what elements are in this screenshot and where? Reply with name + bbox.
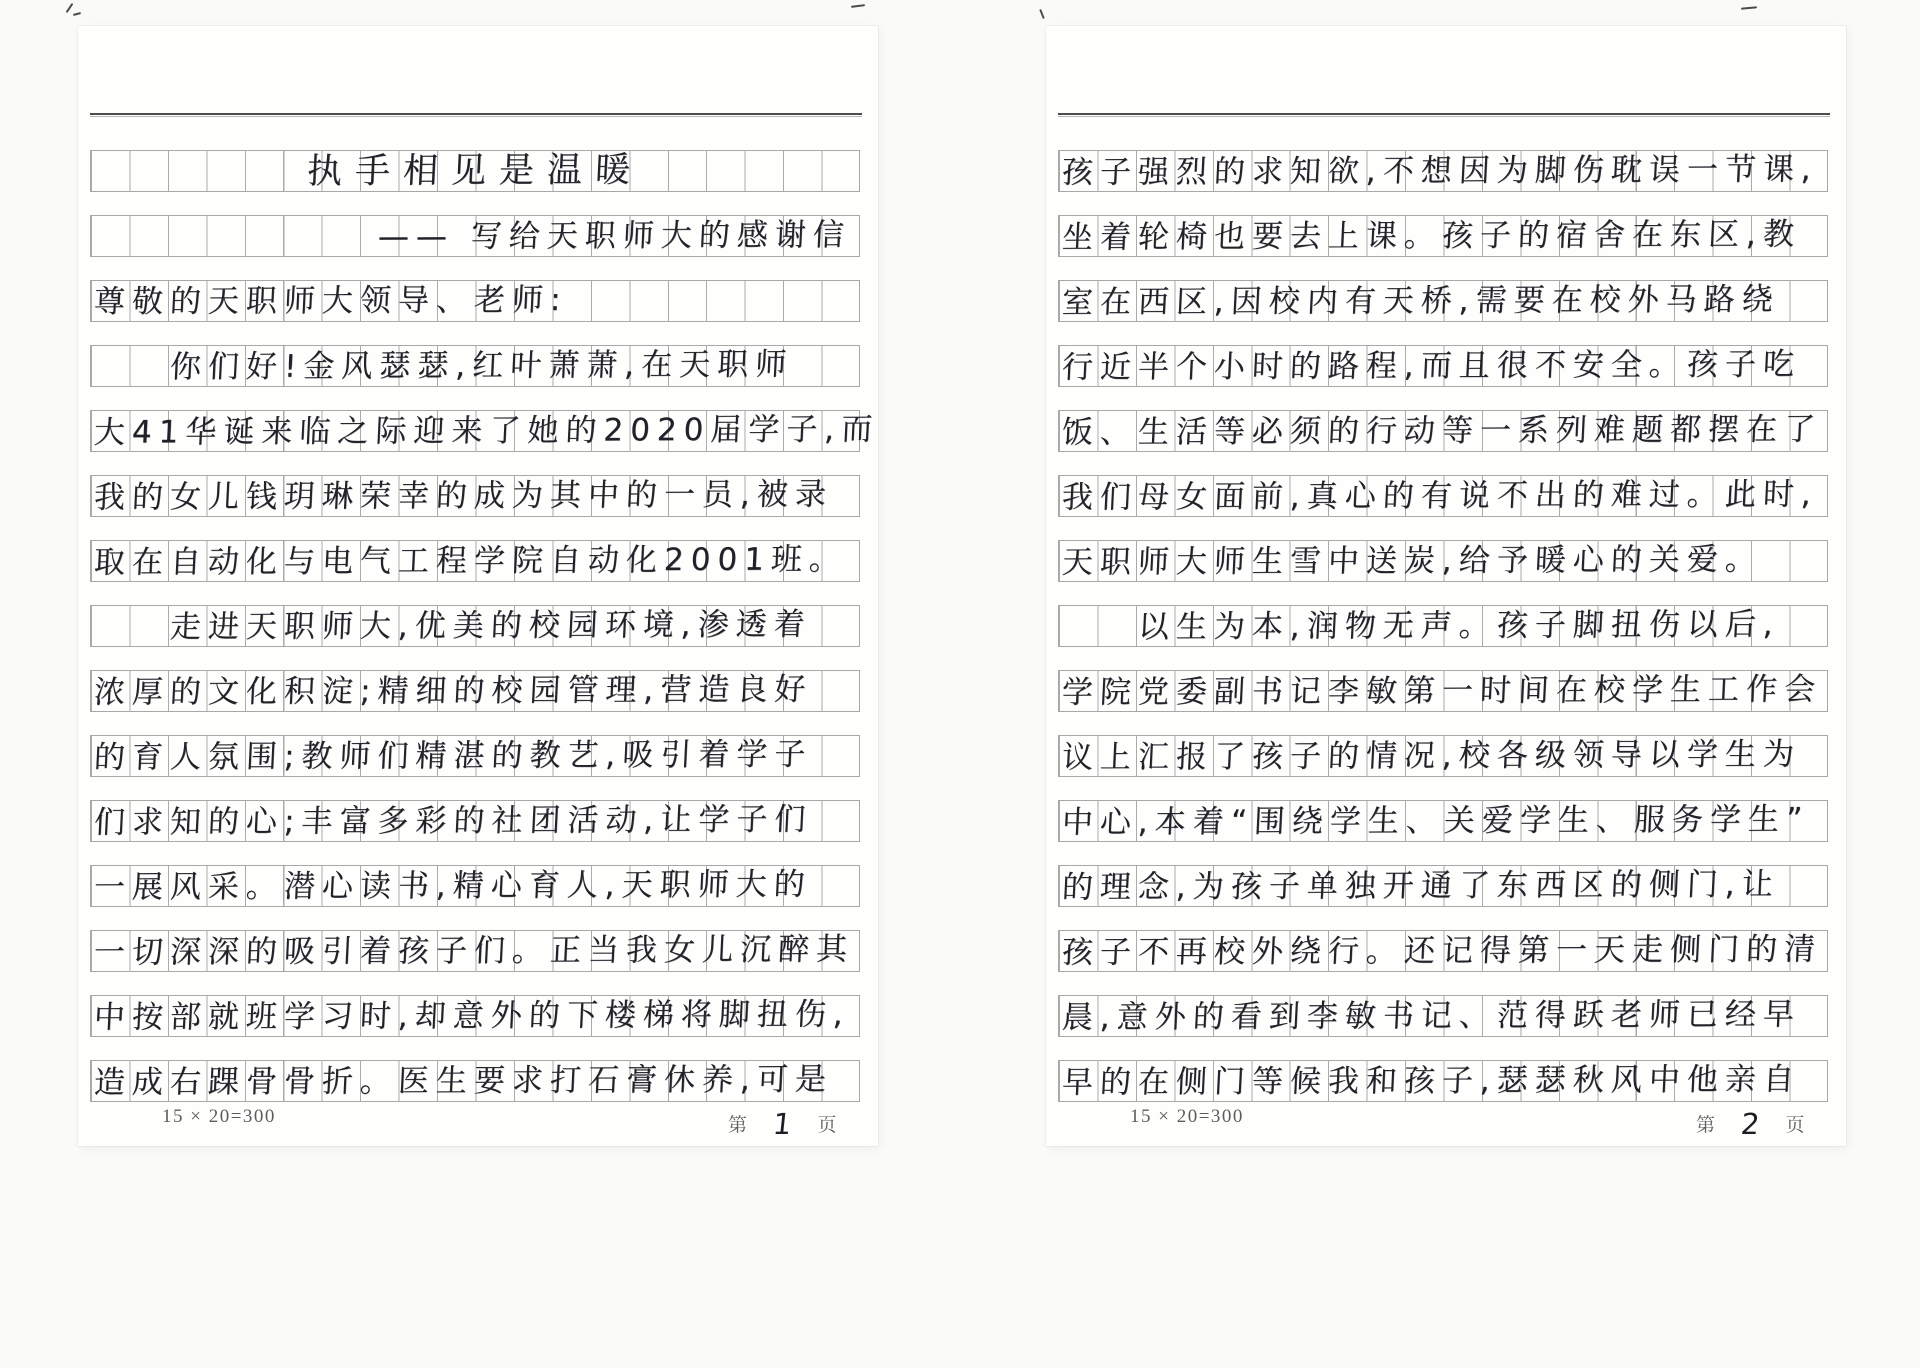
manuscript-row: 你们好!金风瑟瑟,红叶萧萧,在天职师: [90, 345, 860, 387]
letter-subtitle: —— 写给天职师大的感谢信: [377, 216, 852, 256]
page-number-value: 1: [771, 1107, 794, 1141]
manuscript-row: 学院党委副书记李敏第一时间在校学生工作会: [1058, 670, 1828, 712]
letter-title: 执手相见是温暖: [305, 150, 644, 192]
manuscript-row: 坐着轮椅也要去上课。孩子的宿舍在东区,教: [1058, 215, 1828, 257]
page-word-post: 页: [817, 1115, 837, 1136]
manuscript-row: 尊敬的天职师大领导、老师:: [90, 280, 860, 322]
grid-size-label: 15 × 20=300: [162, 1106, 276, 1127]
manuscript-row: 室在西区,因校内有天桥,需要在校外马路绕: [1058, 280, 1828, 322]
page-word-post: 页: [1785, 1115, 1805, 1136]
manuscript-row: 走进天职师大,优美的校园环境,渗透着: [90, 605, 860, 647]
manuscript-row: 行近半个小时的路程,而且很不安全。孩子吃: [1058, 345, 1828, 387]
letter-title-row: [90, 150, 860, 192]
manuscript-row: 议上汇报了孩子的情况,校各级领导以学生为: [1058, 735, 1828, 777]
page-1: [78, 26, 881, 1146]
manuscript-row: 饭、生活等必须的行动等一系列难题都摆在了: [1058, 410, 1828, 452]
letter-subtitle-row: [90, 215, 860, 257]
manuscript-row: 中按部就班学习时,却意外的下楼梯将脚扭伤,: [90, 995, 860, 1037]
page-number: [728, 1104, 837, 1141]
manuscript-row: 天职师大师生雪中送炭,给予暖心的关爱。: [1058, 540, 1828, 582]
manuscript-row: 晨,意外的看到李敏书记、范得跃老师已经早: [1058, 995, 1828, 1037]
scan-artifact-mark: [851, 4, 865, 8]
manuscript-row: 的理念,为孩子单独开通了东西区的侧门,让: [1058, 865, 1828, 907]
header-rule: [1058, 113, 1830, 117]
page-number-value: 2: [1739, 1107, 1762, 1141]
scan-artifact-mark: [1039, 9, 1045, 19]
page-2: [1046, 26, 1846, 1146]
manuscript-row: 早的在侧门等候我和孩子,瑟瑟秋风中他亲自: [1058, 1060, 1828, 1102]
page-word-pre: 第: [1696, 1115, 1716, 1136]
page-footer: [1058, 1102, 1828, 1141]
manuscript-row: 大41华诞来临之际迎来了她的2020届学子,而: [90, 410, 860, 452]
manuscript-row: 我的女儿钱玥琳荣幸的成为其中的一员,被录: [90, 475, 860, 517]
manuscript-row: 以生为本,润物无声。孩子脚扭伤以后,: [1058, 605, 1828, 647]
manuscript-row: 中心,本着“围绕学生、关爱学生、服务学生”: [1058, 800, 1828, 842]
manuscript-row: 的育人氛围;教师们精湛的教艺,吸引着学子: [90, 735, 860, 777]
manuscript-row: 取在自动化与电气工程学院自动化2001班。: [90, 540, 860, 582]
manuscript-row: 一切深深的吸引着孩子们。正当我女儿沉醉其: [90, 930, 860, 972]
manuscript-row: 孩子强烈的求知欲,不想因为脚伤耽误一节课,: [1058, 150, 1828, 192]
manuscript-row: 我们母女面前,真心的有说不出的难过。此时,: [1058, 475, 1828, 517]
page-word-pre: 第: [728, 1115, 748, 1136]
manuscript-row: 造成右踝骨骨折。医生要求打石膏休养,可是: [90, 1060, 860, 1102]
scan-artifact-mark: [66, 3, 74, 13]
scan-artifact-mark: [1741, 6, 1757, 9]
page-number: [1696, 1104, 1805, 1141]
grid-size-label: 15 × 20=300: [1130, 1106, 1244, 1127]
manuscript-row: 浓厚的文化积淀;精细的校园管理,营造良好: [90, 670, 860, 712]
manuscript-row: 们求知的心;丰富多彩的社团活动,让学子们: [90, 800, 860, 842]
manuscript-row: 一展风采。潜心读书,精心育人,天职师大的: [90, 865, 860, 907]
page-footer: [90, 1102, 860, 1141]
header-rule: [90, 113, 862, 117]
manuscript-row: 孩子不再校外绕行。还记得第一天走侧门的清: [1058, 930, 1828, 972]
scan-artifact-mark: [73, 12, 81, 16]
